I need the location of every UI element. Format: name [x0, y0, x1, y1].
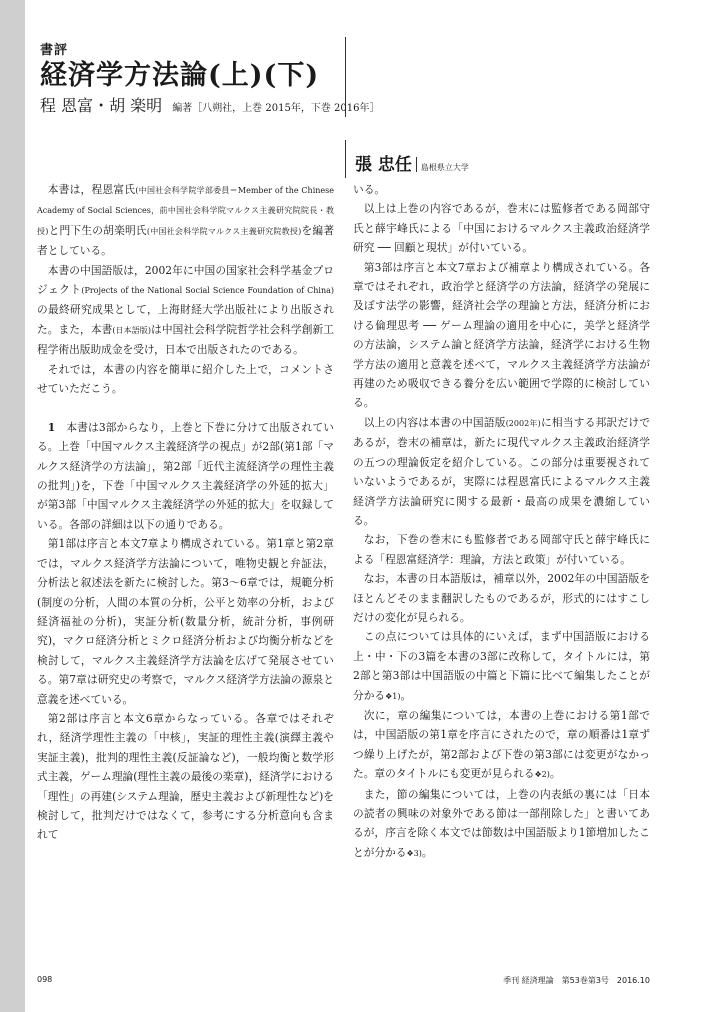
- text-run: 第1部は序言と本文7章より構成されている。第1章と第2章では，マルクス経済学方法論について，唯物史観と弁証法，分析法と叙述法を新たに検討した。第3〜6章では，規範分析(制度の分析，人間の本質の分析，公平と効率の分析，および経済福祉の分析)，実証分析(数量分析，統計分析，事例研究)，マクロ経済分析とミクロ経済分析および均衡分析などを検討して，マルクス主義経済学方法論を広げて発展させている。第7章は研究史の考察で，マルクス経済学方法論の源泉と意義を述べている。: [37, 537, 334, 706]
- paragraph: [353, 706, 650, 785]
- paragraph: [353, 413, 650, 530]
- reviewer-block: [355, 150, 469, 175]
- page-gutter: [0, 0, 25, 1012]
- paragraph: [37, 534, 334, 709]
- page-number: 098: [37, 975, 53, 984]
- small-note: (Projects of the National Social Science Foundation of China): [81, 286, 334, 296]
- text-run: いる。: [353, 183, 386, 196]
- paragraph: [37, 360, 334, 399]
- paragraph: [353, 785, 650, 864]
- text-run: の最終研究成果として，上海財経大学出版社により出版された。また，本書: [37, 303, 334, 336]
- text-run: 第2部は序言と本文6章からなっている。各章ではそれぞれ，経済学理性主義の「中核」，実証的理性主義(演繹主義や実証主義)，批判的理性主義(反証論など)，一般均衡と数学形式主義，ゲーム理論(理性主義の最後の楽章)，経済学における「理性」の再建(システム理論，歴史主義および新理性など)を検討して，批判だけではなくて，参考にする分析意向も含まれて: [37, 711, 334, 842]
- paragraph: [353, 530, 650, 569]
- author-names: 程 恩富・胡 楽明: [40, 96, 163, 115]
- text-run: と門下生の胡楽明氏: [48, 223, 147, 237]
- paragraph: [353, 180, 650, 199]
- section-number: 1: [47, 420, 56, 434]
- reviewer-affiliation: 島根県立大学: [420, 163, 469, 172]
- book-title: 経済学方法論(上)(下): [40, 60, 320, 91]
- text-run: 第3部は序言と本文7章および補章より構成されている。各章ではそれぞれ，政治学と経済学の方法論，経済学の発展に及ぼす法学の影響，経済社会学の理論と方法，経済分析における倫理思考 ── ゲーム理論の適用を中心に，美学と経済学の方法論，システム論と経済学方法論，経済学における生物学方法の適用と意義を述べて，マルクス主義経済学方法論が再建のため吸収できる養分を広い範囲で学際的に検討している。: [353, 260, 650, 410]
- category-label: 書評: [40, 43, 69, 58]
- paragraph: [353, 199, 650, 257]
- text-run: 本書は，程恩富氏: [47, 183, 136, 196]
- text-run: 本書の中国語版は，2002年に中国の国家社会科学基金プロジェクト: [37, 263, 334, 297]
- text-run: 以上の内容は本書の中国語版: [363, 415, 506, 429]
- paragraph: [353, 627, 650, 706]
- small-note: ❖1): [385, 691, 401, 701]
- reviewer-rule: [345, 140, 346, 178]
- journal-info: 季刊 経済理論 第53巻第3号 2016.10: [503, 976, 650, 985]
- paragraph: [37, 261, 334, 360]
- small-note: (中国社会科学院学部委員＝Member of the Chinese Academy of Social Sciences，前中国社会科学院マルクス主義研究院院長・教授): [37, 186, 334, 236]
- text-run: 以上は上巻の内容であるが，巻末には監修者である岡部守氏と薛宇峰氏による「中国におけるマルクス主義政治経済学研究 ── 回顧と現状」が付いている。: [353, 202, 650, 255]
- small-note: (中国社会科学院マルクス主義研究院教授): [146, 226, 302, 236]
- paragraph: [37, 180, 334, 261]
- text-run: それでは，本書の内容を簡単に紹介した上で，コメントさせていただこう。: [37, 362, 334, 396]
- text-run: この点については具体的にいえば，まず中国語版における上・中・下の3篇を本書の3部に改称して，タイトルには，第2部と第3部は中国語版の中篇と下篇に比べて編集したことが分かる: [353, 630, 650, 702]
- text-run: なお，本書の日本語版は，補章以外，2002年の中国語版をほとんどそのまま翻訳したものであるが，形式的にはすこしだけの変化が見られる。: [353, 572, 650, 624]
- small-note: ❖3): [406, 848, 422, 858]
- paragraph: [37, 418, 334, 534]
- reviewer-name: 張 忠任: [355, 155, 412, 175]
- right-column: [353, 180, 650, 863]
- paragraph: [353, 258, 650, 413]
- left-column: [37, 180, 334, 845]
- text-run: に相当する邦訳だけであるが，巻末の補章は，新たに現代マルクス主義政治経済学の五つの理論仮定を紹介している。この部分は重要視されていないようであるが，実際には程恩富氏によるマルクス主義経済学方法論研究に関する最新・最高の成果を濃縮している。: [353, 415, 650, 527]
- book-authors: [40, 96, 379, 119]
- small-note: (2002年): [505, 418, 541, 428]
- text-run: また，節の編集については，上巻の内表紙の裏には「日本の読者の興味の対象外である節は一部削除した」と書いてあるが，序言を除く本文では節数は中国語版より1節増加したことが分かる: [353, 787, 650, 859]
- paragraph: [353, 569, 650, 627]
- small-note: ❖2): [534, 770, 550, 780]
- publication-info: 編著［八朔社，上巻 2015年，下巻 2016年］: [172, 103, 380, 114]
- text-run: 。: [421, 845, 433, 859]
- text-run: 本書は3部からなり，上巻と下巻に分けて出版されている。上巻「中国マルクス主義経済学の視点」が2部(第1部「マルクス経済学の方法論」，第2部「近代主流経済学の理性主義の批判」)を，下巻「中国マルクス主義経済学の外延的拡大」が第3部「中国マルクス主義経済学の外延的拡大」を収録している。各部の詳細は以下の通りである。: [37, 420, 334, 531]
- reviewer-divider: [416, 157, 417, 172]
- small-note: (日本語版): [112, 325, 151, 335]
- paragraph: [37, 709, 334, 845]
- text-run: なお，下巻の巻末にも監修者である岡部守氏と薛宇峰氏による「程恩富経済学：理論，方法と政策」が付いている。: [353, 533, 650, 566]
- text-run: 。: [400, 688, 412, 702]
- text-run: は中国社会科学院哲学社会科学創新工程学術出版助成金を受け，日本で出版されたのである。: [37, 322, 334, 357]
- text-run: 。: [549, 767, 561, 781]
- text-run: を編著者としている。: [37, 223, 334, 258]
- text-run: 次に，章の編集については，本書の上巻における第1部では，中国語版の第1章を序言にされたので，章の順番は1章ずつ繰り上げたが，第2部および下巻の第3部には変更がなかった。章のタイトルにも変更が見られる: [353, 708, 650, 781]
